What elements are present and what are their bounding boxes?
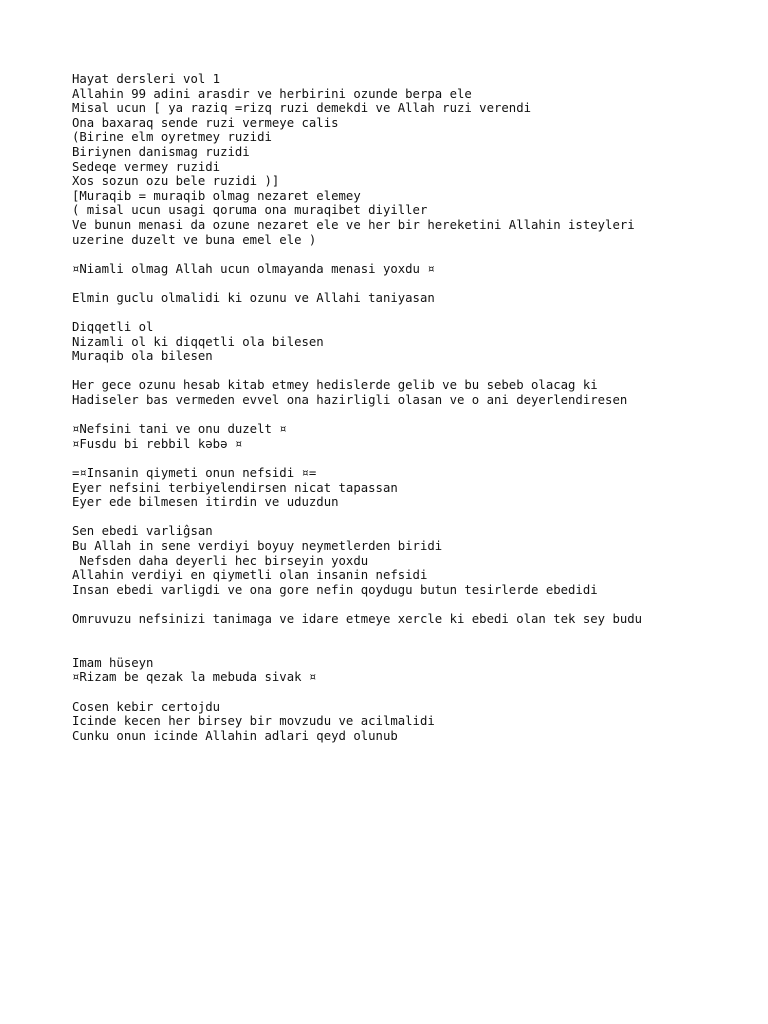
text-line: =¤Insanin qiymeti onun nefsidi ¤= bbox=[72, 466, 317, 481]
paragraph-gap bbox=[72, 276, 732, 291]
text-line: Ona baxaraq sende ruzi vermeye calis bbox=[72, 115, 339, 130]
text-line: (Birine elm oyretmey ruzidi bbox=[72, 130, 272, 145]
text-line: ¤Niamli olmag Allah ucun olmayanda menasi yoxdu ¤ bbox=[72, 261, 435, 276]
text-line: Her gece ozunu hesab kitab etmey hedislerde gelib ve bu sebeb olacag ki bbox=[72, 378, 598, 393]
text-line: Diqqetli ol bbox=[72, 320, 154, 335]
text-line: ¤Rizam be qezak la mebuda sivak ¤ bbox=[72, 670, 317, 685]
text-line: Nizamli ol ki diqqetli ola bilesen bbox=[72, 334, 324, 349]
text-line: Eyer ede bilmesen itirdin ve uduzdun bbox=[72, 495, 339, 510]
paragraph-gap bbox=[72, 408, 732, 423]
document-page bbox=[72, 72, 732, 743]
text-line: Elmin guclu olmalidi ki ozunu ve Allahi taniyasan bbox=[72, 290, 435, 305]
text-line: Cosen kebir certojdu bbox=[72, 699, 221, 714]
text-line: Bu Allah in sene verdiyi boyuy neymetlerden biridi bbox=[72, 539, 443, 553]
text-line: ¤Nefsini tani ve onu duzelt ¤ bbox=[72, 422, 287, 437]
text-line: Imam hüseyn bbox=[72, 655, 154, 670]
text-line: [Muraqib = muraqib olmag nezaret elemey bbox=[72, 188, 361, 203]
text-line: Allahin verdiyi en qiymetli olan insanin nefsidi bbox=[72, 568, 428, 583]
text-line: uzerine duzelt ve buna emel ele ) bbox=[72, 232, 317, 247]
paragraph-gap bbox=[72, 597, 732, 612]
text-line: ¤Fusdu bi rebbil kəbə ¤ bbox=[72, 436, 243, 451]
paragraph-gap bbox=[72, 510, 732, 525]
text-line: Ve bunun menasi da ozune nezaret ele ve her bir hereketini Allahin isteyleri bbox=[72, 217, 635, 232]
text-line: Icinde kecen her birsey bir movzudu ve acilmalidi bbox=[72, 714, 435, 729]
text-line: Biriynen danismag ruzidi bbox=[72, 144, 250, 159]
doc-title: Hayat dersleri vol 1 bbox=[72, 72, 221, 86]
text-line: Cunku onun icinde Allahin adlari qeyd olunub bbox=[72, 728, 398, 743]
text-line: ( misal ucun usagi qoruma ona muraqibet diyiller bbox=[72, 203, 428, 218]
paragraph-gap bbox=[72, 247, 732, 262]
paragraph-gap bbox=[72, 451, 732, 466]
text-line: Omruvuzu nefsinizi tanimaga ve idare etmeye xercle ki ebedi olan tek sey budu bbox=[72, 611, 643, 626]
paragraph-gap bbox=[72, 627, 732, 656]
text-line: Muraqib ola bilesen bbox=[72, 349, 213, 364]
paragraph-gap bbox=[72, 685, 732, 700]
text-line: Eyer nefsini terbiyelendirsen nicat tapassan bbox=[72, 480, 398, 495]
text-line: Hadiseler bas vermeden evvel ona hazirligli olasan ve o ani deyerlendiresen bbox=[72, 393, 628, 408]
text-line: Sen ebedi varliĝsan bbox=[72, 524, 213, 539]
text-line: Misal ucun [ ya raziq =rizq ruzi demekdi ve Allah ruzi verendi bbox=[72, 101, 532, 116]
paragraph-gap bbox=[72, 306, 732, 321]
text-line: Insan ebedi varligdi ve ona gore nefin qoydugu butun tesirlerde ebedidi bbox=[72, 582, 598, 597]
text-line: Nefsden daha deyerli hec birseyin yoxdu bbox=[72, 553, 369, 568]
paragraph-gap bbox=[72, 364, 732, 379]
text-line: Allahin 99 adini arasdir ve herbirini ozunde berpa ele bbox=[72, 86, 472, 101]
text-line: Sedeqe vermey ruzidi bbox=[72, 159, 221, 174]
text-line: Xos sozun ozu bele ruzidi )] bbox=[72, 174, 280, 189]
